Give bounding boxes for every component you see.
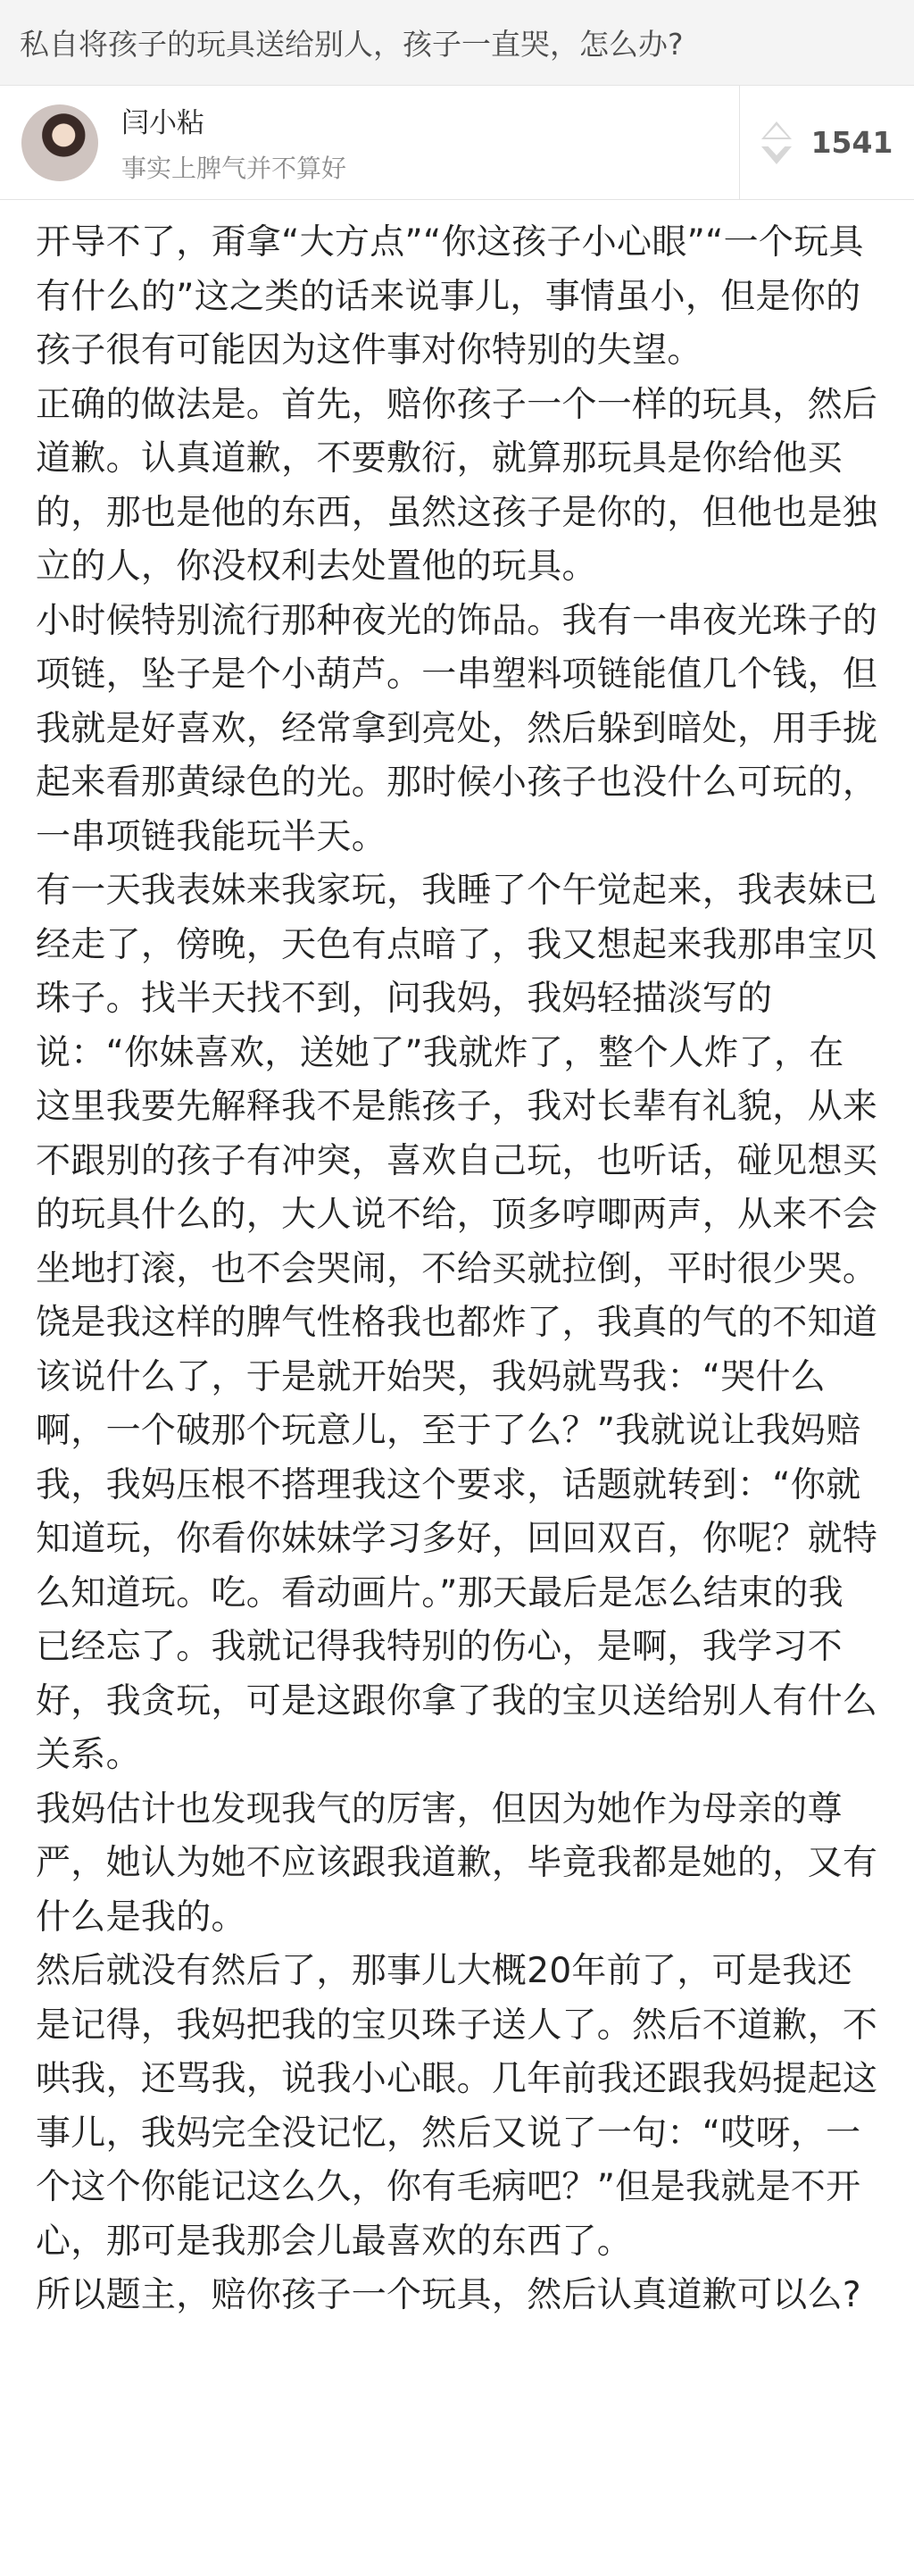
answer-body — [0, 200, 914, 2323]
author-name[interactable]: 闫小粘 — [121, 107, 204, 139]
downvote-arrow-icon[interactable] — [761, 146, 792, 164]
answer-paragraph-5: 我妈估计也发现我气的厉害，但因为她作为母亲的尊严，她认为她不应该跟我道歉，毕竟我都是她的，又有什么是我的。 — [36, 1788, 878, 1938]
question-header — [0, 0, 914, 86]
answer-paragraph-4: 有一天我表妹来我家玩，我睡了个午觉起来，我表妹已经走了，傍晚，天色有点暗了，我又想起来我那串宝贝珠子。找半天找不到，问我妈，我妈轻描淡写的说：“你妹喜欢，送她了”我就炸了，整个人炸了，在这里我要先解释我不是熊孩子，我对长辈有礼貌，从来不跟别的孩子有冲突，喜欢自己玩，也听话，碰见想买的玩具什么的，大人说不给，顶多哼唧两声，从来不会坐地打滚，也不会哭闹，不给买就拉倒，平时很少哭。饶是我这样的脾气性格我也都炸了，我真的气的不知道该说什么了，于是就开始哭，我妈就骂我：“哭什么啊，一个破那个玩意儿，至于了么？”我就说让我妈赔我，我妈压根不搭理我这个要求，话题就转到：“你就知道玩，你看你妹妹学习多好，回回双百，你呢？就特么知道玩。吃。看动画片。”那天最后是怎么结束的我已经忘了。我就记得我特别的伤心，是啊，我学习不好，我贪玩，可是这跟你拿了我的宝贝送给别人有什么关系。 — [36, 871, 878, 1775]
vote-arrows[interactable] — [761, 121, 792, 164]
answer-paragraph-1: 开导不了，甭拿“大方点”“你这孩子小心眼”“一个玩具有什么的”这之类的话来说事儿，事情虽小，但是你的孩子很有可能因为这件事对你特别的失望。 — [36, 222, 864, 371]
answer-paragraph-6: 然后就没有然后了，那事儿大概20年前了，可是我还是记得，我妈把我的宝贝珠子送人了。然后不道歉，不哄我，还骂我，说我小心眼。几年前我还跟我妈提起这事儿，我妈完全没记忆，然后又说了一句：“哎呀，一个这个你能记这么久，你有毛病吧？”但是我就是不开心，那可是我那会儿最喜欢的东西了。 — [36, 1951, 878, 2262]
answer-paragraph-7: 所以题主，赔你孩子一个玩具，然后认真道歉可以么? — [36, 2275, 861, 2315]
vote-box[interactable] — [739, 86, 914, 199]
vote-count: 1541 — [810, 125, 893, 160]
author-header — [0, 86, 914, 200]
author-info — [121, 100, 346, 185]
question-title[interactable]: 私自将孩子的玩具送给别人，孩子一直哭，怎么办? — [20, 27, 684, 62]
upvote-arrow-icon[interactable] — [761, 121, 792, 139]
answer-paragraph-2: 正确的做法是。首先，赔你孩子一个一样的玩具，然后道歉。认真道歉，不要敷衍，就算那玩具是你给他买的，那也是他的东西，虽然这孩子是你的，但他也是独立的人，你没权利去处置他的玩具。 — [36, 384, 878, 587]
author-bio: 事实上脾气并不算好 — [121, 154, 347, 183]
answer-paragraph-3: 小时候特别流行那种夜光的饰品。我有一串夜光珠子的项链，坠子是个小葫芦。一串塑料项链能值几个钱，但我就是好喜欢，经常拿到亮处，然后躲到暗处，用手拢起来看那黄绿色的光。那时候小孩子也没什么可玩的，一串项链我能玩半天。 — [36, 600, 878, 857]
avatar[interactable] — [21, 104, 98, 181]
